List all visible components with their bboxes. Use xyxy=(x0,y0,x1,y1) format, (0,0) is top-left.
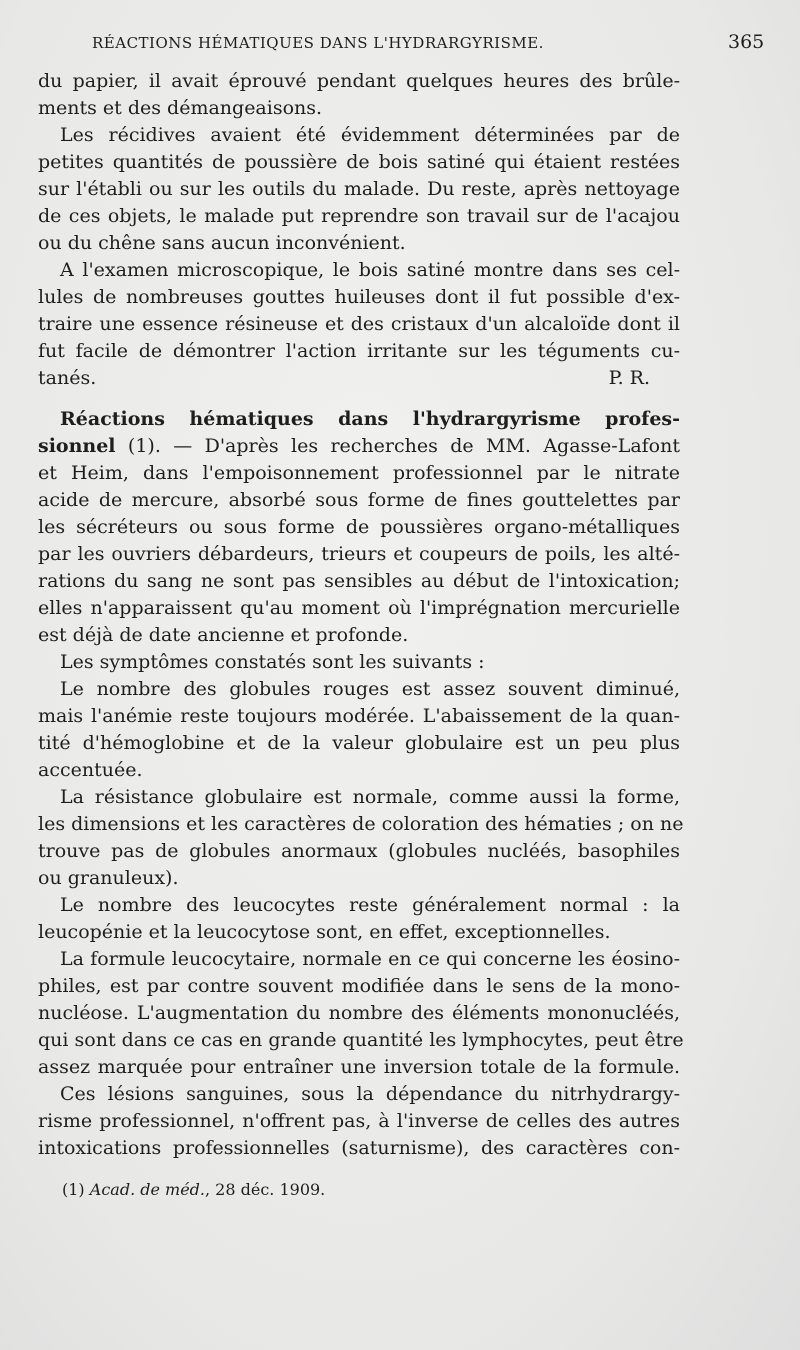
footnote xyxy=(62,1180,325,1199)
text-line: intoxications professionnelles (saturnisme), des caractères con- xyxy=(38,1137,680,1159)
text-line: sur l'établi ou sur les outils du malade. Du reste, après nettoyage xyxy=(38,178,680,200)
footnote-source: Acad. de méd. xyxy=(89,1180,205,1199)
article-heading-continued xyxy=(38,433,680,460)
text-line: risme professionnel, n'offrent pas, à l'inverse de celles des autres xyxy=(38,1110,680,1132)
text-line: philes, est par contre souvent modifiée dans le sens de la mono- xyxy=(38,975,680,997)
text-line: est déjà de date ancienne et profonde. xyxy=(38,624,409,646)
text-line: les dimensions et les caractères de coloration des hématies ; on ne xyxy=(38,813,684,835)
text-line: elles n'apparaissent qu'au moment où l'imprégnation mercurielle xyxy=(38,597,680,619)
text-line: fut facile de démontrer l'action irritante sur les téguments cu- xyxy=(38,340,680,362)
article-heading: Réactions hématiques dans l'hydrargyrisme profes- xyxy=(60,408,680,430)
page-body xyxy=(38,68,684,1162)
text-line: ou granuleux). xyxy=(38,867,179,889)
footnote-date: , 28 déc. 1909. xyxy=(205,1180,326,1199)
text-line: Les symptômes constatés sont les suivants : xyxy=(60,651,485,673)
text-line: La formule leucocytaire, normale en ce qui concerne les éosino- xyxy=(60,948,680,970)
text-line: (1). — D'après les recherches de MM. Agasse-Lafont xyxy=(115,435,680,457)
text-line: du papier, il avait éprouvé pendant quelques heures des brûle- xyxy=(38,70,680,92)
text-line: La résistance globulaire est normale, comme aussi la forme, xyxy=(60,786,680,808)
text-line: trouve pas de globules anormaux (globules nucléés, basophiles xyxy=(38,840,680,862)
text-line: Ces lésions sanguines, sous la dépendance du nitrhydrargy- xyxy=(60,1083,680,1105)
text-line: lules de nombreuses gouttes huileuses dont il fut possible d'ex- xyxy=(38,286,680,308)
running-head: RÉACTIONS HÉMATIQUES DANS L'HYDRARGYRISME. xyxy=(92,34,544,52)
text-line: ments et des démangeaisons. xyxy=(38,97,323,119)
text-line: A l'examen microscopique, le bois satiné montre dans ses cel- xyxy=(60,259,680,281)
text-line: acide de mercure, absorbé sous forme de fines gouttelettes par xyxy=(38,489,680,511)
text-line: par les ouvriers débardeurs, trieurs et coupeurs de poils, les alté- xyxy=(38,543,680,565)
text-line: nucléose. L'augmentation du nombre des éléments mononucléés, xyxy=(38,1002,680,1024)
text-line: ou du chêne sans aucun inconvénient. xyxy=(38,232,406,254)
text-line: assez marquée pour entraîner une inversion totale de la formule. xyxy=(38,1056,680,1078)
article-heading-end: sionnel xyxy=(38,435,116,457)
text-line: de ces objets, le malade put reprendre son travail sur de l'acajou xyxy=(38,205,680,227)
text-line: petites quantités de poussière de bois satiné qui étaient restées xyxy=(38,151,680,173)
footnote-marker: (1) xyxy=(62,1180,85,1199)
section-gap xyxy=(38,392,680,406)
text-line: leucopénie et la leucocytose sont, en effet, exceptionnelles. xyxy=(38,921,611,943)
closing-line xyxy=(38,365,680,392)
text-line: rations du sang ne sont pas sensibles au début de l'intoxication; xyxy=(38,570,680,592)
text-line: mais l'anémie reste toujours modérée. L'abaissement de la quan- xyxy=(38,705,680,727)
page-number: 365 xyxy=(728,31,765,53)
text-line: les sécréteurs ou sous forme de poussières organo-métalliques xyxy=(38,516,680,538)
text-line: et Heim, dans l'empoisonnement professionnel par le nitrate xyxy=(38,462,680,484)
text-line: tité d'hémoglobine et de la valeur globulaire est un peu plus xyxy=(38,732,680,754)
text-line: Les récidives avaient été évidemment déterminées par de xyxy=(60,124,680,146)
text-line: Le nombre des leucocytes reste généralement normal : la xyxy=(60,894,680,916)
text-line: qui sont dans ce cas en grande quantité les lymphocytes, peut être xyxy=(38,1029,684,1051)
author-signature: P. R. xyxy=(608,367,650,389)
text-line: traire une essence résineuse et des cristaux d'un alcaloïde dont il xyxy=(38,313,680,335)
text-line: tanés. xyxy=(38,367,97,389)
text-line: accentuée. xyxy=(38,759,143,781)
text-line: Le nombre des globules rouges est assez souvent diminué, xyxy=(60,678,680,700)
